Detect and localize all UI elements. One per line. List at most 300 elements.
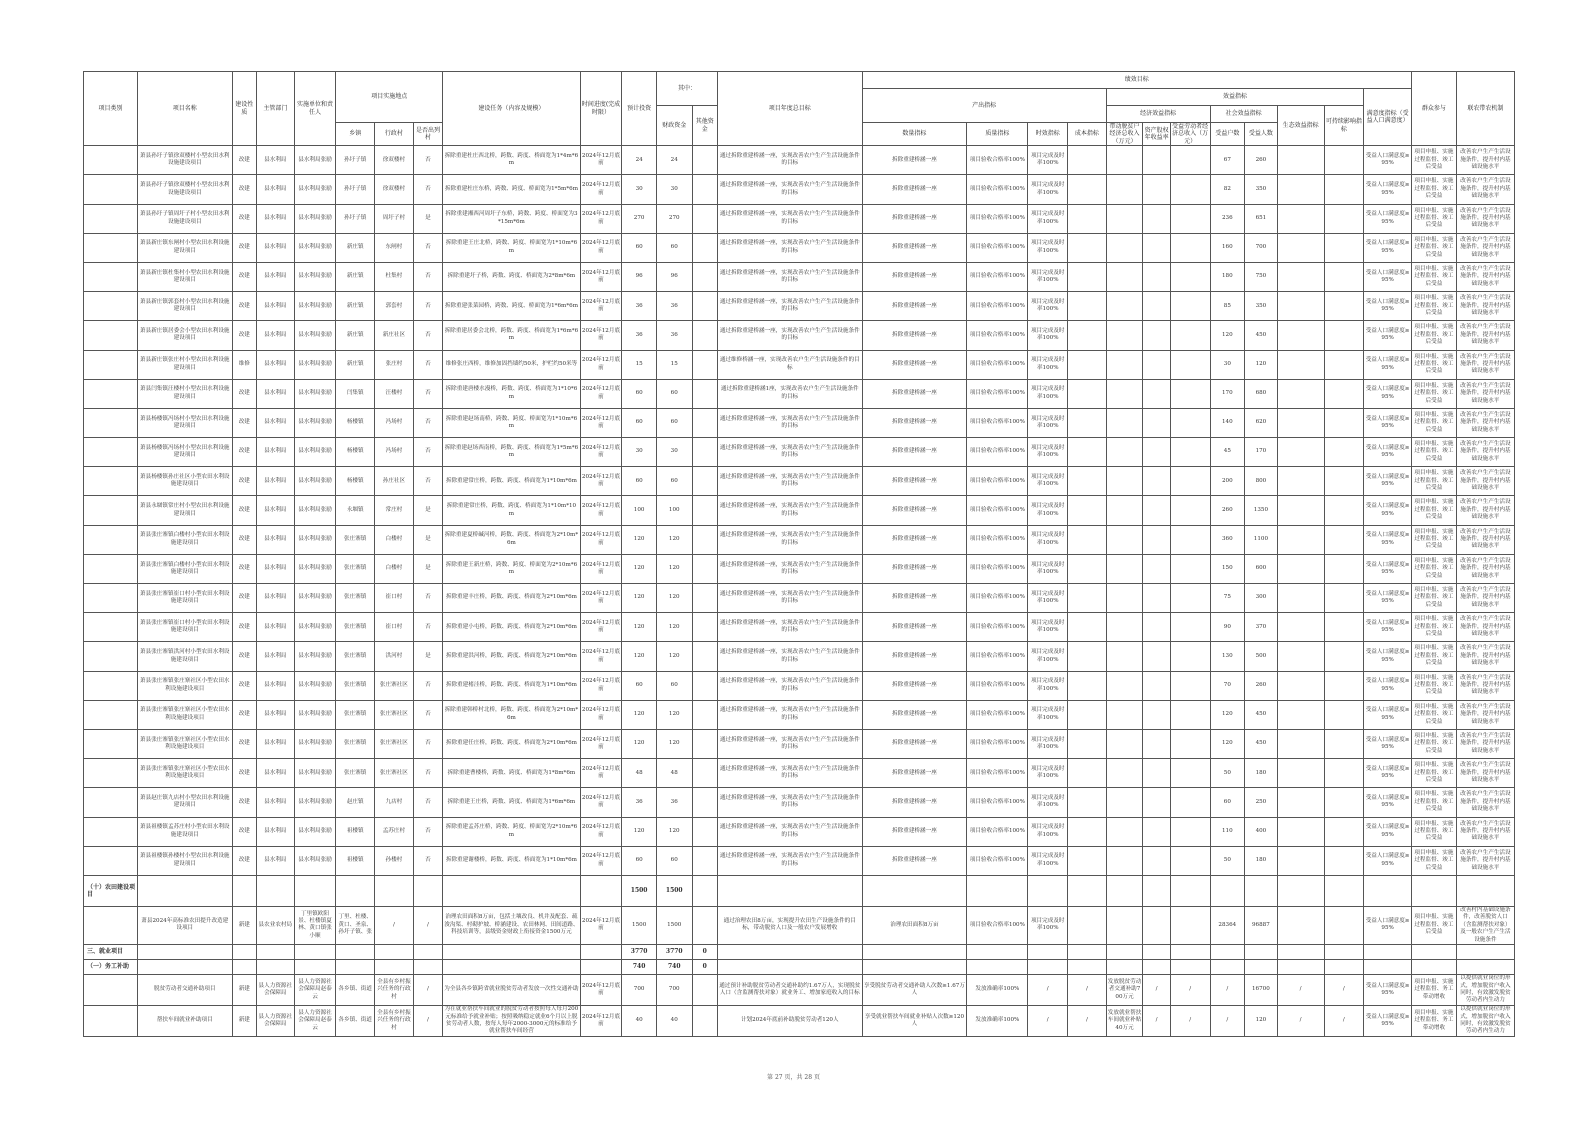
task-cell: 拆除重建小屯桥，跨数、跨度、桥面宽为2*10m*6m <box>443 613 580 642</box>
income-poor-cell <box>1106 525 1143 554</box>
equity-cell <box>1143 700 1170 729</box>
cost-cell <box>1068 729 1107 758</box>
households-cell: 85 <box>1210 292 1245 321</box>
unit-cell: 县水利局张励 <box>294 584 336 613</box>
cost-cell <box>1068 875 1107 906</box>
project-name-cell: 萧县张庄寨镇洪河村小型农田水利设施建设项目 <box>137 642 232 671</box>
listed-cell: / <box>413 974 443 1005</box>
nature-cell <box>232 959 256 974</box>
participation-cell: 项目申报、实施过程监督、竣工后受益 <box>1412 262 1457 291</box>
equity-cell <box>1143 875 1170 906</box>
households-cell: 28364 <box>1210 906 1245 944</box>
participation-cell: 项目申报、实施过程监督、竣工后受益 <box>1412 292 1457 321</box>
mechanism-cell: 改善农户生产生活设施条件，提升村内基础设施水平 <box>1456 554 1514 583</box>
header-annual-goal: 项目年度总目标 <box>718 72 863 146</box>
quality-cell: 项目验收合格率100% <box>967 350 1028 379</box>
participation-cell: 项目申报、实施过程监督、竣工后受益 <box>1412 438 1457 467</box>
other-funds-cell <box>692 974 717 1005</box>
table-row <box>84 204 1515 233</box>
income-poor-cell <box>1106 846 1143 875</box>
table-row <box>84 350 1515 379</box>
listed-cell: / <box>413 1005 443 1036</box>
households-cell: 50 <box>1210 846 1245 875</box>
village-cell: 东闸村 <box>375 233 414 262</box>
income-poor-cell: 发放就业帮扶车间就业补贴40万元 <box>1106 1005 1143 1036</box>
town-cell: 新庄镇 <box>336 233 375 262</box>
timeline-cell: 2024年12月底前 <box>580 175 622 204</box>
category-cell <box>84 525 138 554</box>
sustainable-cell <box>1324 379 1364 408</box>
village-cell: 九店村 <box>375 788 414 817</box>
table-row <box>84 974 1515 1005</box>
people-cell <box>1245 959 1278 974</box>
section-label: （一）务工补助 <box>84 959 138 974</box>
ecological-cell <box>1277 729 1324 758</box>
mechanism-cell: 改善农户生产生活设施条件，提升村内基础设施水平 <box>1456 525 1514 554</box>
quality-cell: 项目验收合格率100% <box>967 906 1028 944</box>
village-cell: 白楼村 <box>375 525 414 554</box>
nature-cell: 改建 <box>232 321 256 350</box>
department-cell: 县水利局 <box>257 233 295 262</box>
project-name-cell: 萧县孙圩子镇徐双楼村小型农田水利设施建设项目 <box>137 146 232 175</box>
people-cell: 350 <box>1245 292 1278 321</box>
cost-cell <box>1068 408 1107 437</box>
mechanism-cell: 改善农户生产生活设施条件，提升村内基础设施水平 <box>1456 700 1514 729</box>
annual-goal-cell: 通过拆除重建桥涵一座，实现改善农户生产生活设施条件的目标 <box>718 584 863 613</box>
village-cell <box>375 875 414 906</box>
listed-cell: 否 <box>413 671 443 700</box>
cost-cell <box>1068 959 1107 974</box>
ecological-cell <box>1277 204 1324 233</box>
project-name-cell: 萧县张庄寨镇张庄寨社区小型农田水利设施建设项目 <box>137 671 232 700</box>
listed-cell: 否 <box>413 292 443 321</box>
timeliness-cell: 项目完成及时率100% <box>1028 554 1068 583</box>
satisfaction-cell: 受益人口满意度≥95% <box>1364 233 1412 262</box>
people-cell <box>1245 875 1278 906</box>
fiscal-cell: 270 <box>656 204 692 233</box>
village-cell: 崔口村 <box>375 613 414 642</box>
department-cell: 县农业农村局 <box>257 906 295 944</box>
ecological-cell <box>1277 321 1324 350</box>
task-cell: 拆除重建谢楼桥，跨数、跨度、桥面宽为1*10m*6m <box>443 846 580 875</box>
project-name-cell: 萧县张庄寨镇崔口村小型农田水利设施建设项目 <box>137 584 232 613</box>
timeliness-cell: 项目完成及时率100% <box>1028 671 1068 700</box>
annual-goal-cell: 通过拆除重建桥涵一座，实现改善农户生产生活设施条件的目标 <box>718 408 863 437</box>
equity-cell <box>1143 204 1170 233</box>
investment-cell: 120 <box>622 554 657 583</box>
quality-cell: 项目验收合格率100% <box>967 817 1028 846</box>
ecological-cell <box>1277 875 1324 906</box>
quantity-cell: 治理农田面积8万亩 <box>862 906 967 944</box>
sustainable-cell <box>1324 146 1364 175</box>
ecological-cell <box>1277 700 1324 729</box>
table-body <box>84 146 1515 1037</box>
satisfaction-cell: 受益人口满意度≥95% <box>1364 554 1412 583</box>
nature-cell: 改建 <box>232 671 256 700</box>
satisfaction-cell: 受益人口满意度≥95% <box>1364 700 1412 729</box>
table-row <box>84 642 1515 671</box>
participation-cell: 项目申报、实施过程监督、竣工后受益 <box>1412 233 1457 262</box>
timeline-cell: 2024年12月底前 <box>580 262 622 291</box>
satisfaction-cell: 受益人口满意度≥95% <box>1364 974 1412 1005</box>
village-cell: 全县有乡村振兴任务的行政村 <box>375 1005 414 1036</box>
satisfaction-cell: 受益人口满意度≥95% <box>1364 496 1412 525</box>
mechanism-cell: 改善农户生产生活设施条件，提升村内基础设施水平 <box>1456 262 1514 291</box>
other-funds-cell <box>692 671 717 700</box>
unit-cell: 县水利局张励 <box>294 204 336 233</box>
participation-cell: 项目申报、实施过程监督、竣工后受益 <box>1412 408 1457 437</box>
task-cell <box>443 944 580 959</box>
annual-goal-cell: 通过拆除重建桥涵一座，实现改善农户生产生活设施条件的目标 <box>718 817 863 846</box>
unit-cell: 县水利局张励 <box>294 175 336 204</box>
unit-cell: 县水利局张励 <box>294 613 336 642</box>
mechanism-cell: 改善农户生产生活设施条件，提升村内基础设施水平 <box>1456 788 1514 817</box>
households-cell: 236 <box>1210 204 1245 233</box>
sustainable-cell <box>1324 554 1364 583</box>
satisfaction-cell <box>1364 875 1412 906</box>
participation-cell: 项目申报、实施过程监督、竣工后受益 <box>1412 846 1457 875</box>
annual-goal-cell <box>718 875 863 906</box>
people-cell: 750 <box>1245 262 1278 291</box>
cost-cell <box>1068 671 1107 700</box>
department-cell: 县水利局 <box>257 759 295 788</box>
nature-cell: 改建 <box>232 788 256 817</box>
fiscal-cell: 1500 <box>656 906 692 944</box>
investment-cell: 15 <box>622 350 657 379</box>
people-cell <box>1245 944 1278 959</box>
equity-cell <box>1143 350 1170 379</box>
annual-goal-cell: 通过拆除重建桥涵一座，实现改善农户生产生活设施条件的目标 <box>718 467 863 496</box>
listed-cell: 是 <box>413 204 443 233</box>
project-name-cell: 萧县祖楼镇孟苏庄村小型农田水利设施建设项目 <box>137 817 232 846</box>
table-row <box>84 496 1515 525</box>
task-cell: 拆除重建赵场南桥，跨数、跨度、桥面宽为1*10m*6m <box>443 408 580 437</box>
timeline-cell: 2024年12月底前 <box>580 613 622 642</box>
header-sustainable: 可持续影响指标 <box>1324 106 1364 146</box>
quantity-cell: 拆除重建桥涵一座 <box>862 729 967 758</box>
quality-cell: 项目验收合格率100% <box>967 554 1028 583</box>
households-cell: 50 <box>1210 759 1245 788</box>
cost-cell <box>1068 350 1107 379</box>
listed-cell: 是 <box>413 525 443 554</box>
annual-goal-cell: 通过拆除重建桥涵一座，实现改善农户生产生活设施条件的目标 <box>718 496 863 525</box>
quantity-cell: 拆除重建桥涵一座 <box>862 700 967 729</box>
quality-cell: 项目验收合格率100% <box>967 613 1028 642</box>
satisfaction-cell: 受益人口满意度≥95% <box>1364 1005 1412 1036</box>
ecological-cell <box>1277 906 1324 944</box>
annual-goal-cell: 通过拆除重建桥涵一座，实现改善农户生产生活设施条件的目标 <box>718 438 863 467</box>
participation-cell: 项目申报、实施过程监督、竣工后受益 <box>1412 642 1457 671</box>
mechanism-cell: 改善农户生产生活设施条件，提升村内基础设施水平 <box>1456 671 1514 700</box>
timeliness-cell: 项目完成及时率100% <box>1028 204 1068 233</box>
department-cell: 县水利局 <box>257 554 295 583</box>
participation-cell: 项目申报、实施过程监督、竣工后受益 <box>1412 204 1457 233</box>
timeliness-cell: 项目完成及时率100% <box>1028 292 1068 321</box>
people-cell: 450 <box>1245 729 1278 758</box>
header-quantity: 数量指标 <box>862 123 967 146</box>
table-row <box>84 817 1515 846</box>
ecological-cell: / <box>1277 1005 1324 1036</box>
income-labor-cell <box>1170 788 1210 817</box>
timeline-cell: 2024年12月底前 <box>580 233 622 262</box>
header-people: 受益人数 <box>1245 123 1278 146</box>
annual-goal-cell: 通过拆除重建桥涵一座，实现改善农户生产生活设施条件的目标 <box>718 321 863 350</box>
nature-cell: 改建 <box>232 729 256 758</box>
equity-cell <box>1143 233 1170 262</box>
listed-cell: 否 <box>413 350 443 379</box>
investment-cell: 60 <box>622 233 657 262</box>
households-cell: 360 <box>1210 525 1245 554</box>
households-cell: / <box>1210 1005 1245 1036</box>
category-cell <box>84 613 138 642</box>
satisfaction-cell: 受益人口满意度≥95% <box>1364 467 1412 496</box>
timeliness-cell: 项目完成及时率100% <box>1028 642 1068 671</box>
equity-cell <box>1143 959 1170 974</box>
category-cell <box>84 700 138 729</box>
table-row <box>84 525 1515 554</box>
participation-cell <box>1412 875 1457 906</box>
category-cell <box>84 906 138 944</box>
income-labor-cell <box>1170 959 1210 974</box>
listed-cell: 否 <box>413 262 443 291</box>
participation-cell: 项目申报、实施过程监督、竣工后受益 <box>1412 700 1457 729</box>
sustainable-cell <box>1324 759 1364 788</box>
cost-cell <box>1068 438 1107 467</box>
annual-goal-cell: 通过拆除重建桥涵一座，实现改善农户生产生活设施条件的目标 <box>718 262 863 291</box>
mechanism-cell: 改善农户生产生活设施条件，提升村内基础设施水平 <box>1456 846 1514 875</box>
unit-cell <box>294 959 336 974</box>
quality-cell: 项目验收合格率100% <box>967 700 1028 729</box>
project-name-cell <box>137 944 232 959</box>
timeliness-cell: 项目完成及时率100% <box>1028 467 1068 496</box>
header-timeliness: 时效指标 <box>1028 123 1068 146</box>
village-cell: 张庄寨社区 <box>375 759 414 788</box>
listed-cell: 否 <box>413 700 443 729</box>
project-name-cell: 脱贫劳动者交通补助项目 <box>137 974 232 1005</box>
other-funds-cell <box>692 1005 717 1036</box>
task-cell: 拆除重建圩子桥，跨数、跨度、桥面宽为2*8m*6m <box>443 262 580 291</box>
quality-cell: 项目验收合格率100% <box>967 408 1028 437</box>
households-cell <box>1210 959 1245 974</box>
project-name-cell: 萧县张庄寨镇张庄寨社区小型农田水利设施建设项目 <box>137 700 232 729</box>
listed-cell: 否 <box>413 233 443 262</box>
village-cell: 冯场村 <box>375 408 414 437</box>
village-cell <box>375 959 414 974</box>
equity-cell <box>1143 262 1170 291</box>
other-funds-cell <box>692 759 717 788</box>
project-name-cell: 萧县新庄镇张庄村小型农田水利设施建设项目 <box>137 350 232 379</box>
people-cell: 500 <box>1245 642 1278 671</box>
fiscal-cell: 120 <box>656 525 692 554</box>
income-labor-cell <box>1170 817 1210 846</box>
table-row <box>84 759 1515 788</box>
department-cell: 县水利局 <box>257 379 295 408</box>
unit-cell: 丁里镇欧阳景、杜楼镇夏林、黄口镇张小顺 <box>294 906 336 944</box>
timeline-cell: 2024年12月底前 <box>580 379 622 408</box>
households-cell: 90 <box>1210 613 1245 642</box>
people-cell: 300 <box>1245 584 1278 613</box>
sustainable-cell <box>1324 613 1364 642</box>
page-number: 第 27 页，共 28 页 <box>767 1074 820 1081</box>
department-cell: 县水利局 <box>257 525 295 554</box>
unit-cell: 县水利局张励 <box>294 554 336 583</box>
income-labor-cell <box>1170 496 1210 525</box>
category-cell <box>84 496 138 525</box>
timeline-cell: 2024年12月底前 <box>580 671 622 700</box>
annual-goal-cell: 通过拆除重建桥涵一座，实现改善农户生产生活设施条件的目标 <box>718 759 863 788</box>
equity-cell <box>1143 408 1170 437</box>
header-task: 建设任务（内容及规模） <box>443 72 580 146</box>
department-cell: 县水利局 <box>257 204 295 233</box>
category-cell <box>84 1005 138 1036</box>
category-cell <box>84 729 138 758</box>
fiscal-cell: 36 <box>656 292 692 321</box>
income-labor-cell <box>1170 613 1210 642</box>
participation-cell: 项目申报、实施过程监督、竣工后受益 <box>1412 554 1457 583</box>
ecological-cell <box>1277 292 1324 321</box>
fiscal-cell: 120 <box>656 613 692 642</box>
header-unit: 实施单位和责任人 <box>294 72 336 146</box>
table-row <box>84 175 1515 204</box>
village-cell: 汪楼村 <box>375 379 414 408</box>
households-cell: 60 <box>1210 788 1245 817</box>
mechanism-cell: 改善农户生产生活设施条件，提升村内基础设施水平 <box>1456 204 1514 233</box>
quantity-cell: 拆除重建桥涵一座 <box>862 671 967 700</box>
cost-cell <box>1068 906 1107 944</box>
mechanism-cell: 改善农户生产生活设施条件，提升村内基础设施水平 <box>1456 613 1514 642</box>
sustainable-cell <box>1324 729 1364 758</box>
timeline-cell: 2024年12月底前 <box>580 729 622 758</box>
quality-cell: 项目验收合格率100% <box>967 467 1028 496</box>
income-poor-cell <box>1106 496 1143 525</box>
quality-cell: 项目验收合格率100% <box>967 292 1028 321</box>
village-cell: 全县有乡村振兴任务的行政村 <box>375 974 414 1005</box>
sustainable-cell <box>1324 788 1364 817</box>
cost-cell <box>1068 175 1107 204</box>
households-cell: 160 <box>1210 233 1245 262</box>
households-cell: 170 <box>1210 379 1245 408</box>
ecological-cell <box>1277 944 1324 959</box>
ecological-cell <box>1277 584 1324 613</box>
quantity-cell: 拆除重建桥涵一座 <box>862 554 967 583</box>
nature-cell <box>232 944 256 959</box>
ecological-cell <box>1277 554 1324 583</box>
quality-cell: 项目验收合格率100% <box>967 759 1028 788</box>
village-cell: 张庄寨社区 <box>375 729 414 758</box>
town-cell <box>336 944 375 959</box>
department-cell: 县水利局 <box>257 642 295 671</box>
project-name-cell: 萧县祖楼镇孙楼村小型农田水利设施建设项目 <box>137 846 232 875</box>
category-cell <box>84 233 138 262</box>
mechanism-cell: 改善农户生产生活设施条件，提升村内基础设施水平 <box>1456 438 1514 467</box>
sustainable-cell: / <box>1324 974 1364 1005</box>
village-cell <box>375 944 414 959</box>
households-cell: 130 <box>1210 642 1245 671</box>
mechanism-cell: 改善农户生产生活设施条件，提升村内基础设施水平 <box>1456 379 1514 408</box>
mechanism-cell: 改善农户生产生活设施条件，提升村内基础设施水平 <box>1456 233 1514 262</box>
fiscal-cell: 15 <box>656 350 692 379</box>
fiscal-cell: 120 <box>656 584 692 613</box>
town-cell: 新庄镇 <box>336 292 375 321</box>
header-nature: 建设性质 <box>232 72 256 146</box>
listed-cell: 否 <box>413 379 443 408</box>
sustainable-cell <box>1324 204 1364 233</box>
timeline-cell: 2024年12月底前 <box>580 788 622 817</box>
investment-cell: 30 <box>622 438 657 467</box>
cost-cell <box>1068 788 1107 817</box>
unit-cell: 县水利局张励 <box>294 350 336 379</box>
fiscal-cell: 30 <box>656 175 692 204</box>
timeline-cell: 2024年12月底前 <box>580 700 622 729</box>
project-name-cell: 萧县张庄寨镇张庄寨社区小型农田水利设施建设项目 <box>137 729 232 758</box>
annual-goal-cell: 通过拆除重建桥涵一座，实现改善农户生产生活设施条件的目标 <box>718 292 863 321</box>
investment-cell: 700 <box>622 974 657 1005</box>
task-cell: 拆除重建曹楼桥，跨数、跨度、桥面宽为1*8m*6m <box>443 759 580 788</box>
task-cell: 拆除重建湘西河周圩子东桥，跨数、跨度、桥面宽为3*15m*6m <box>443 204 580 233</box>
project-name-cell <box>137 875 232 906</box>
section-label: 三、就业项目 <box>84 944 138 959</box>
investment-cell: 60 <box>622 408 657 437</box>
investment-cell: 36 <box>622 788 657 817</box>
sustainable-cell <box>1324 467 1364 496</box>
equity-cell <box>1143 788 1170 817</box>
equity-cell <box>1143 671 1170 700</box>
project-name-cell: 萧县张庄寨镇张庄寨社区小型农田水利设施建设项目 <box>137 759 232 788</box>
header-cost: 成本指标 <box>1068 123 1107 146</box>
project-name-cell <box>137 959 232 974</box>
investment-cell: 120 <box>622 584 657 613</box>
project-name-cell: 萧县张庄寨镇崔口村小型农田水利设施建设项目 <box>137 613 232 642</box>
cost-cell <box>1068 204 1107 233</box>
quantity-cell: 拆除重建桥涵一座 <box>862 496 967 525</box>
satisfaction-cell: 受益人口满意度≥95% <box>1364 729 1412 758</box>
ecological-cell <box>1277 642 1324 671</box>
investment-cell: 1500 <box>622 906 657 944</box>
category-cell <box>84 379 138 408</box>
other-funds-cell <box>692 467 717 496</box>
village-cell: 郭套村 <box>375 292 414 321</box>
sustainable-cell <box>1324 846 1364 875</box>
project-name-cell: 萧县张庄寨镇白楼村小型农田水利设施建设项目 <box>137 525 232 554</box>
annual-goal-cell: 通过拆除重建桥涵一座，实现改善农户生产生活设施条件的目标 <box>718 671 863 700</box>
annual-goal-cell: 通过拆除重建桥涵一座，实现改善农户生产生活设施条件的目标 <box>718 175 863 204</box>
satisfaction-cell: 受益人口满意度≥95% <box>1364 759 1412 788</box>
header-income-poor: 带动脱贫户经济总收入（万元） <box>1106 123 1143 146</box>
mechanism-cell: 改善农户生产生活设施条件，提升村内基础设施水平 <box>1456 496 1514 525</box>
investment-cell: 1500 <box>622 875 657 906</box>
income-labor-cell <box>1170 525 1210 554</box>
header-listed: 是否出列村 <box>413 123 443 146</box>
nature-cell: 改建 <box>232 467 256 496</box>
unit-cell: 县水利局张励 <box>294 379 336 408</box>
quantity-cell: 拆除重建桥涵一座 <box>862 613 967 642</box>
cost-cell <box>1068 496 1107 525</box>
other-funds-cell <box>692 408 717 437</box>
people-cell: 260 <box>1245 146 1278 175</box>
quantity-cell: 拆除重建桥涵一座 <box>862 817 967 846</box>
fiscal-cell: 60 <box>656 408 692 437</box>
sustainable-cell <box>1324 292 1364 321</box>
sustainable-cell <box>1324 496 1364 525</box>
quantity-cell: 拆除重建桥涵一座 <box>862 642 967 671</box>
equity-cell <box>1143 846 1170 875</box>
other-funds-cell <box>692 438 717 467</box>
category-cell <box>84 642 138 671</box>
other-funds-cell <box>692 146 717 175</box>
table-row <box>84 233 1515 262</box>
fiscal-cell: 740 <box>656 959 692 974</box>
other-funds-cell: 0 <box>692 944 717 959</box>
